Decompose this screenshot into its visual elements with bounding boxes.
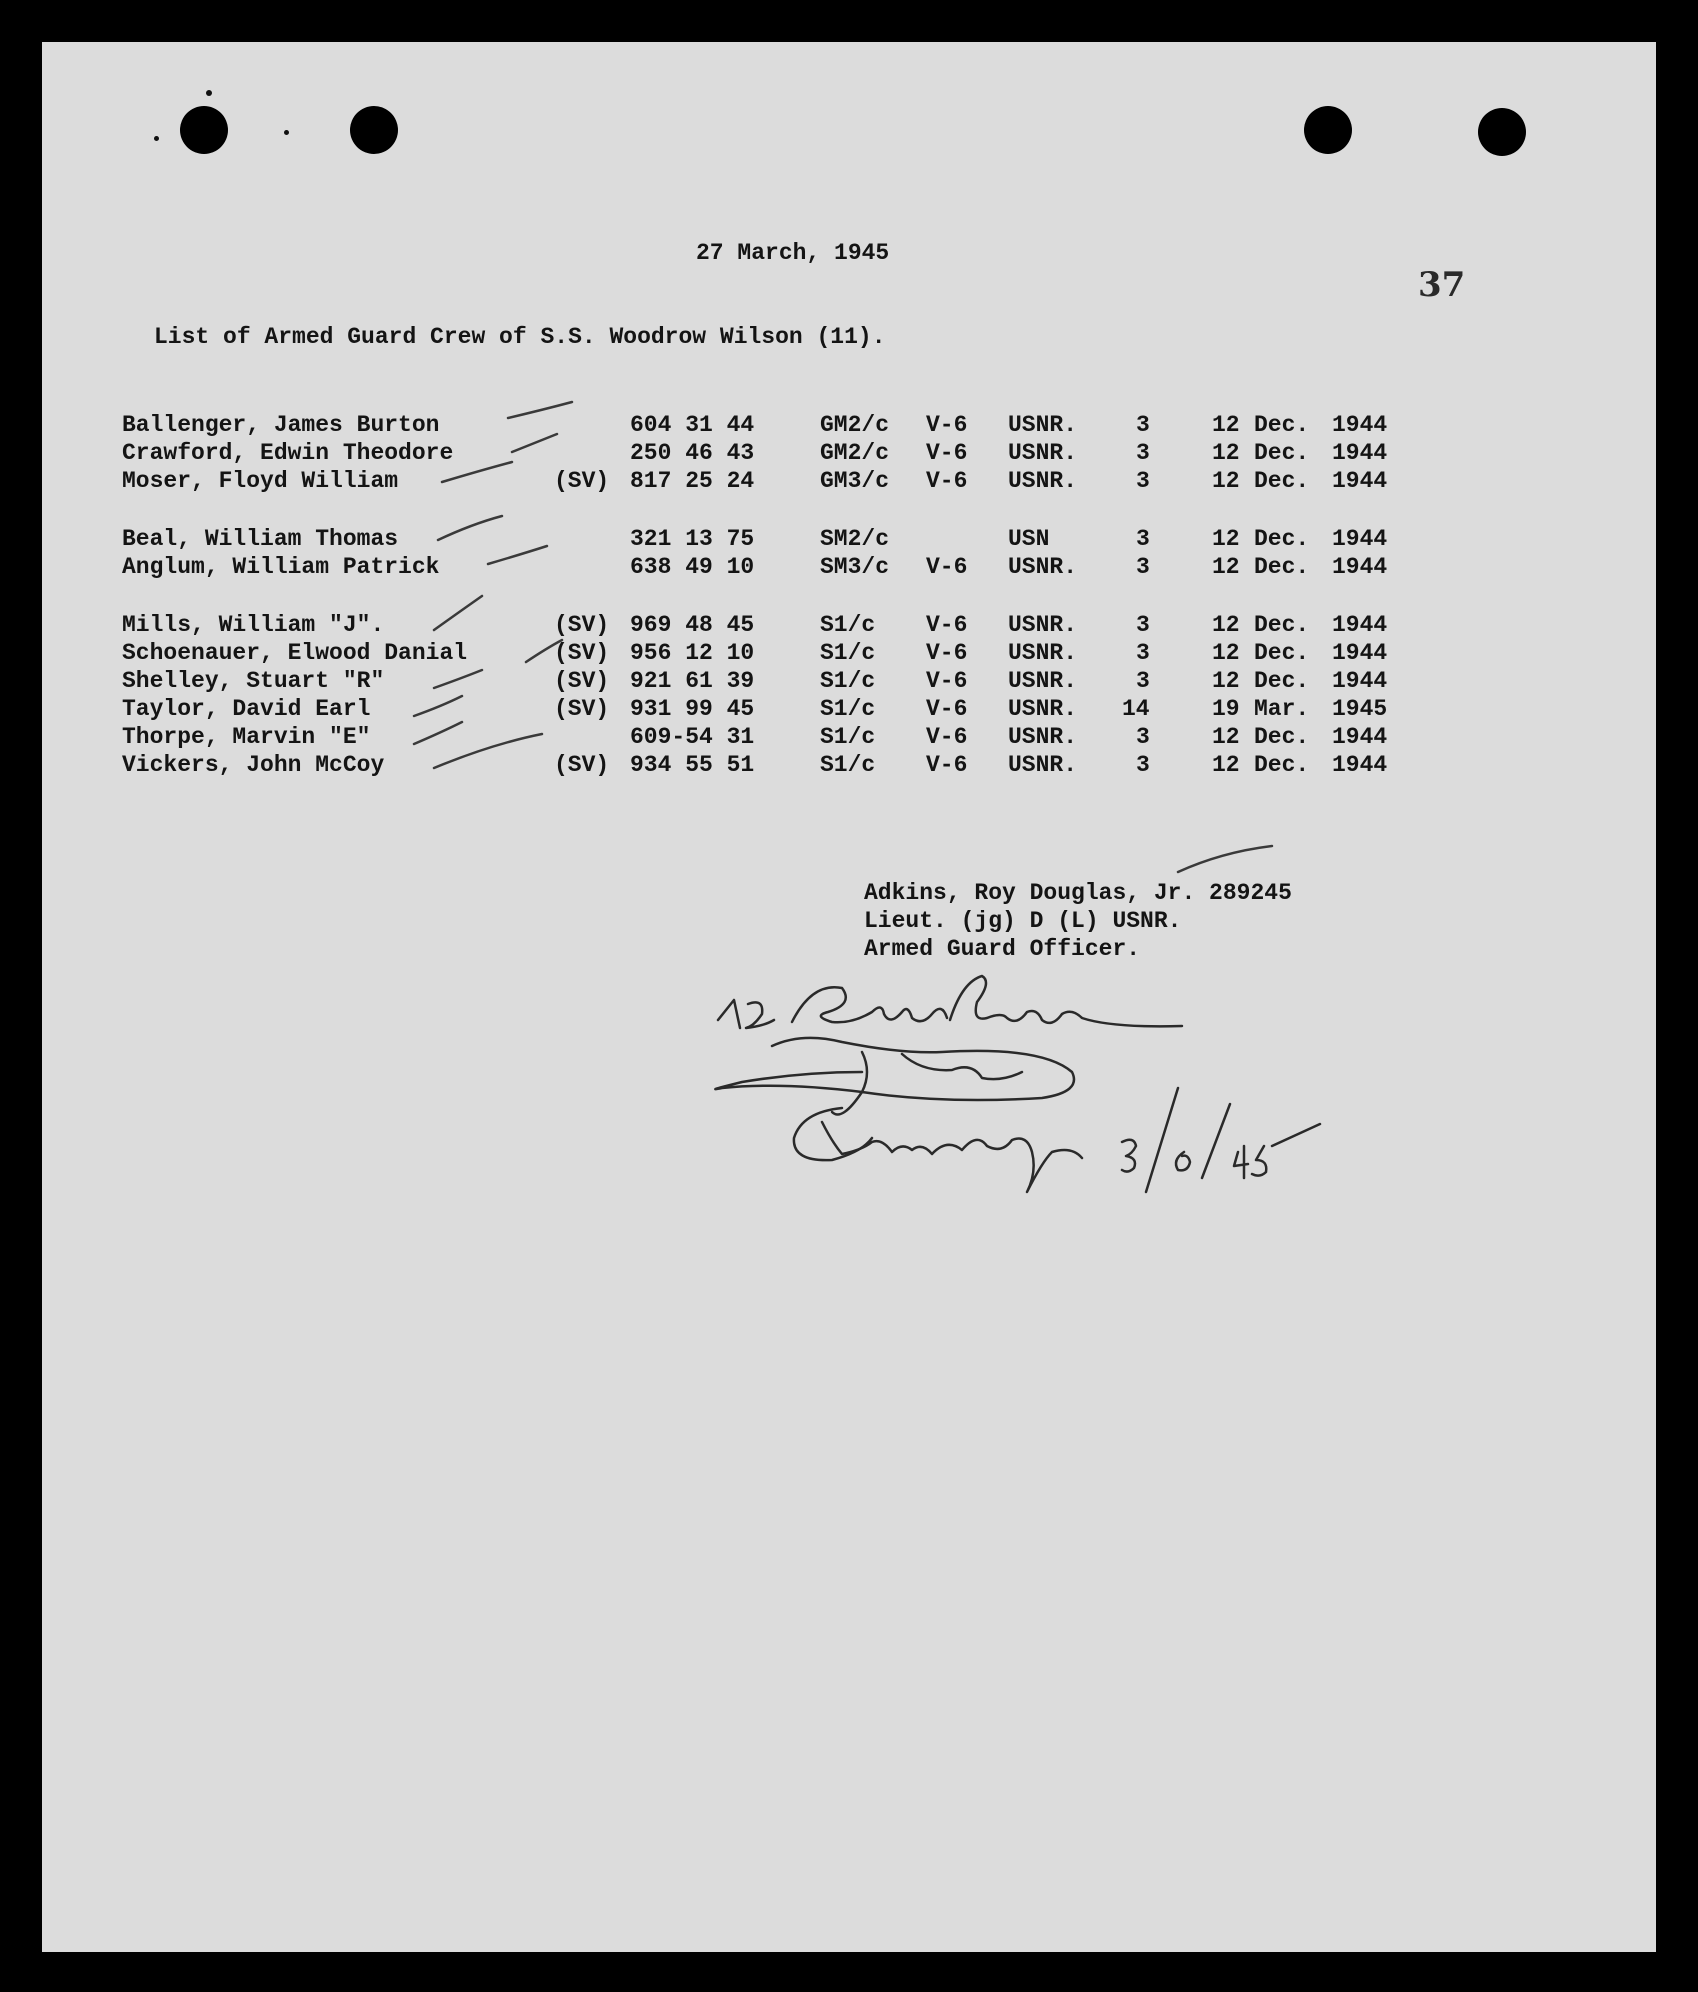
crew-day: 12	[1212, 724, 1240, 750]
crew-service-number: 934 55 51	[630, 752, 755, 778]
crew-class: V-6	[926, 752, 968, 778]
crew-day: 12	[1212, 612, 1240, 638]
document-date: 27 March, 1945	[696, 240, 890, 266]
crew-year: 1944	[1332, 440, 1388, 466]
crew-rating: GM2/c	[820, 412, 890, 438]
crew-month: Dec.	[1254, 554, 1310, 580]
crew-month: Dec.	[1254, 640, 1310, 666]
crew-year: 1944	[1332, 468, 1388, 494]
crew-rating: S1/c	[820, 612, 876, 638]
crew-service-number: 921 61 39	[630, 668, 755, 694]
crew-year: 1944	[1332, 554, 1388, 580]
crew-sv-mark: (SV)	[554, 612, 610, 638]
crew-name: Thorpe, Marvin "E"	[122, 724, 371, 750]
crew-month: Mar.	[1254, 696, 1310, 722]
crew-day: 12	[1212, 440, 1240, 466]
crew-rating: GM2/c	[820, 440, 890, 466]
crew-class: V-6	[926, 696, 968, 722]
crew-year: 1944	[1332, 612, 1388, 638]
crew-branch: USNR.	[1008, 668, 1078, 694]
crew-months: 3	[1136, 612, 1150, 638]
crew-rating: S1/c	[820, 752, 876, 778]
crew-day: 12	[1212, 640, 1240, 666]
crew-name: Schoenauer, Elwood Danial	[122, 640, 468, 666]
crew-months: 3	[1136, 752, 1150, 778]
crew-year: 1944	[1332, 640, 1388, 666]
crew-day: 12	[1212, 752, 1240, 778]
crew-branch: USNR.	[1008, 554, 1078, 580]
crew-months: 3	[1136, 640, 1150, 666]
crew-day: 12	[1212, 668, 1240, 694]
crew-month: Dec.	[1254, 526, 1310, 552]
officer-rank: Lieut. (jg) D (L) USNR.	[864, 908, 1182, 934]
crew-year: 1944	[1332, 724, 1388, 750]
crew-day: 12	[1212, 554, 1240, 580]
crew-name: Moser, Floyd William	[122, 468, 399, 494]
crew-day: 12	[1212, 468, 1240, 494]
crew-name: Mills, William "J".	[122, 612, 385, 638]
crew-month: Dec.	[1254, 468, 1310, 494]
crew-branch: USNR.	[1008, 468, 1078, 494]
crew-year: 1944	[1332, 752, 1388, 778]
crew-branch: USNR.	[1008, 752, 1078, 778]
crew-class: V-6	[926, 668, 968, 694]
crew-branch: USNR.	[1008, 696, 1078, 722]
crew-day: 12	[1212, 526, 1240, 552]
crew-sv-mark: (SV)	[554, 640, 610, 666]
crew-name: Ballenger, James Burton	[122, 412, 440, 438]
crew-rating: S1/c	[820, 640, 876, 666]
page-number: 37	[1418, 265, 1466, 305]
crew-months: 3	[1136, 554, 1150, 580]
crew-branch: USNR.	[1008, 412, 1078, 438]
crew-rating: S1/c	[820, 668, 876, 694]
crew-class: V-6	[926, 612, 968, 638]
document-page	[42, 42, 1656, 1952]
crew-month: Dec.	[1254, 612, 1310, 638]
crew-sv-mark: (SV)	[554, 696, 610, 722]
crew-year: 1944	[1332, 412, 1388, 438]
crew-months: 3	[1136, 724, 1150, 750]
crew-branch: USNR.	[1008, 724, 1078, 750]
crew-sv-mark: (SV)	[554, 668, 610, 694]
officer-title: Armed Guard Officer.	[864, 936, 1141, 962]
handwritten-signature	[42, 42, 1656, 1952]
crew-class: V-6	[926, 554, 968, 580]
crew-name: Vickers, John McCoy	[122, 752, 385, 778]
crew-class: V-6	[926, 640, 968, 666]
crew-month: Dec.	[1254, 412, 1310, 438]
crew-months: 3	[1136, 668, 1150, 694]
crew-month: Dec.	[1254, 724, 1310, 750]
crew-service-number: 250 46 43	[630, 440, 755, 466]
document-title: List of Armed Guard Crew of S.S. Woodrow Wilson (11).	[154, 324, 886, 350]
crew-name: Anglum, William Patrick	[122, 554, 440, 580]
crew-rating: GM3/c	[820, 468, 890, 494]
crew-month: Dec.	[1254, 440, 1310, 466]
crew-service-number: 931 99 45	[630, 696, 755, 722]
crew-months: 14	[1122, 696, 1150, 722]
crew-rating: S1/c	[820, 724, 876, 750]
crew-month: Dec.	[1254, 668, 1310, 694]
crew-class: V-6	[926, 412, 968, 438]
crew-months: 3	[1136, 526, 1150, 552]
crew-service-number: 956 12 10	[630, 640, 755, 666]
crew-months: 3	[1136, 412, 1150, 438]
crew-year: 1945	[1332, 696, 1388, 722]
crew-rating: S1/c	[820, 696, 876, 722]
crew-rating: SM2/c	[820, 526, 890, 552]
crew-service-number: 638 49 10	[630, 554, 755, 580]
crew-service-number: 604 31 44	[630, 412, 755, 438]
crew-day: 12	[1212, 412, 1240, 438]
crew-branch: USNR.	[1008, 640, 1078, 666]
crew-year: 1944	[1332, 526, 1388, 552]
crew-name: Shelley, Stuart "R"	[122, 668, 385, 694]
crew-class: V-6	[926, 724, 968, 750]
crew-months: 3	[1136, 468, 1150, 494]
crew-name: Beal, William Thomas	[122, 526, 399, 552]
crew-class: V-6	[926, 440, 968, 466]
crew-day: 19	[1212, 696, 1240, 722]
crew-service-number: 609-54 31	[630, 724, 755, 750]
crew-branch: USNR.	[1008, 440, 1078, 466]
crew-branch: USNR.	[1008, 612, 1078, 638]
crew-branch: USN	[1008, 526, 1050, 552]
crew-service-number: 969 48 45	[630, 612, 755, 638]
crew-rating: SM3/c	[820, 554, 890, 580]
crew-name: Crawford, Edwin Theodore	[122, 440, 454, 466]
crew-year: 1944	[1332, 668, 1388, 694]
crew-sv-mark: (SV)	[554, 468, 610, 494]
officer-name: Adkins, Roy Douglas, Jr. 289245	[864, 880, 1292, 906]
crew-class: V-6	[926, 468, 968, 494]
crew-month: Dec.	[1254, 752, 1310, 778]
crew-service-number: 817 25 24	[630, 468, 755, 494]
crew-service-number: 321 13 75	[630, 526, 755, 552]
crew-name: Taylor, David Earl	[122, 696, 371, 722]
crew-sv-mark: (SV)	[554, 752, 610, 778]
crew-months: 3	[1136, 440, 1150, 466]
